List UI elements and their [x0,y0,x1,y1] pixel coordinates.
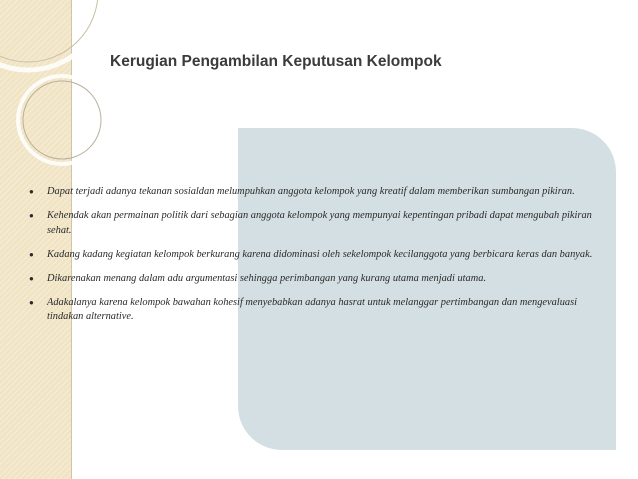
decorative-circles [0,0,120,180]
decorative-circle-large [0,0,106,70]
bullet-list [27,185,597,325]
slide-body [27,185,597,334]
bullet-dot-icon: ● [29,249,34,259]
decorative-circle-inner [0,0,98,62]
decorative-circle-small [18,76,106,164]
bullet-text: Kadang kadang kegiatan kelompok berkurang karena didominasi oleh sekelompok kecilanggota yang berbicara keras dan banyak. [47,248,593,260]
bullet-text: Kehendak akan permainan politik dari sebagian anggota kelompok yang mempunyai kepentingan pribadi dapat mengubah pikiran sehat. [47,210,592,236]
bullet-text: Dikarenakan menang dalam adu argumentasi sehingga perimbangan yang kurang utama menjadi utama. [47,272,487,284]
bullet-dot-icon: ● [29,211,34,220]
bullet-item [27,296,597,325]
bullet-dot-icon: ● [29,187,34,196]
bullet-item [27,209,597,238]
bullet-dot-icon: ● [29,297,34,307]
bullet-text: Adakalanya karena kelompok bawahan kohesif menyebabkan adanya hasrat untuk melanggar pertimbangan dan mengevaluasi tindakan alternative. [47,296,578,322]
bullet-item [27,248,597,263]
bullet-dot-icon: ● [29,273,34,283]
bullet-item [27,185,597,200]
bullet-item [27,272,597,287]
decorative-circle-small-outline [23,81,101,159]
slide-title: Kerugian Pengambilan Keputusan Kelompok [110,53,442,70]
bullet-text: Dapat terjadi adanya tekanan sosialdan melumpuhkan anggota kelompok yang kreatif dalam memberikan sumbangan pikiran. [47,186,575,197]
